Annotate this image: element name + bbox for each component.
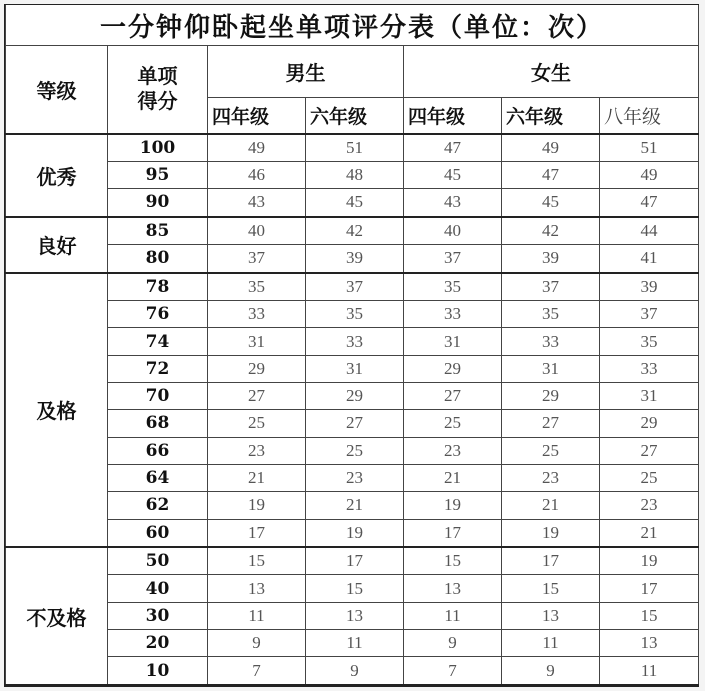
value-cell: 15 — [306, 575, 404, 602]
table-row — [6, 464, 699, 491]
score-cell: 100 — [108, 134, 208, 162]
table-title: 一分钟仰卧起坐单项评分表（单位：次） — [6, 5, 699, 46]
value-cell: 29 — [600, 410, 699, 437]
value-cell: 40 — [404, 217, 502, 245]
value-cell: 23 — [404, 437, 502, 464]
value-cell: 35 — [600, 328, 699, 355]
value-cell: 17 — [502, 547, 600, 575]
table-row — [6, 492, 699, 519]
value-cell: 51 — [306, 134, 404, 162]
value-cell: 17 — [600, 575, 699, 602]
value-cell: 37 — [600, 301, 699, 328]
table-row — [6, 630, 699, 657]
score-cell: 68 — [108, 410, 208, 437]
value-cell: 42 — [306, 217, 404, 245]
value-cell: 49 — [502, 134, 600, 162]
score-cell: 78 — [108, 273, 208, 301]
value-cell: 23 — [600, 492, 699, 519]
value-cell: 19 — [600, 547, 699, 575]
value-cell: 11 — [502, 630, 600, 657]
score-table — [5, 5, 699, 686]
score-cell: 95 — [108, 161, 208, 188]
value-cell: 37 — [404, 245, 502, 273]
value-cell: 33 — [502, 328, 600, 355]
score-cell: 74 — [108, 328, 208, 355]
score-cell: 20 — [108, 630, 208, 657]
value-cell: 42 — [502, 217, 600, 245]
table-row — [6, 328, 699, 355]
value-cell: 25 — [306, 437, 404, 464]
score-cell: 66 — [108, 437, 208, 464]
value-cell: 9 — [404, 630, 502, 657]
value-cell: 29 — [502, 383, 600, 410]
score-cell: 60 — [108, 519, 208, 547]
value-cell: 45 — [306, 189, 404, 217]
value-cell: 37 — [306, 273, 404, 301]
value-cell: 40 — [208, 217, 306, 245]
value-cell: 44 — [600, 217, 699, 245]
table-row — [6, 301, 699, 328]
score-cell: 30 — [108, 602, 208, 629]
value-cell: 11 — [208, 602, 306, 629]
value-cell: 25 — [502, 437, 600, 464]
value-cell: 39 — [306, 245, 404, 273]
value-cell: 35 — [404, 273, 502, 301]
value-cell: 49 — [600, 161, 699, 188]
score-cell: 62 — [108, 492, 208, 519]
value-cell: 37 — [208, 245, 306, 273]
value-cell: 27 — [600, 437, 699, 464]
table-row — [6, 657, 699, 685]
value-cell: 47 — [502, 161, 600, 188]
value-cell: 21 — [600, 519, 699, 547]
value-cell: 39 — [502, 245, 600, 273]
value-cell: 11 — [404, 602, 502, 629]
value-cell: 29 — [208, 355, 306, 382]
value-cell: 48 — [306, 161, 404, 188]
value-cell: 39 — [600, 273, 699, 301]
value-cell: 31 — [208, 328, 306, 355]
value-cell: 13 — [306, 602, 404, 629]
score-cell: 90 — [108, 189, 208, 217]
value-cell: 29 — [404, 355, 502, 382]
score-cell: 70 — [108, 383, 208, 410]
table-row — [6, 134, 699, 162]
value-cell: 41 — [600, 245, 699, 273]
value-cell: 33 — [208, 301, 306, 328]
value-cell: 27 — [208, 383, 306, 410]
table-row — [6, 602, 699, 629]
value-cell: 46 — [208, 161, 306, 188]
value-cell: 9 — [502, 657, 600, 685]
value-cell: 13 — [404, 575, 502, 602]
value-cell: 13 — [600, 630, 699, 657]
value-cell: 45 — [404, 161, 502, 188]
value-cell: 19 — [404, 492, 502, 519]
value-cell: 31 — [404, 328, 502, 355]
value-cell: 45 — [502, 189, 600, 217]
table-row — [6, 355, 699, 382]
value-cell: 9 — [208, 630, 306, 657]
value-cell: 47 — [600, 189, 699, 217]
score-cell: 72 — [108, 355, 208, 382]
table-row — [6, 519, 699, 547]
value-cell: 35 — [208, 273, 306, 301]
value-cell: 29 — [306, 383, 404, 410]
header-boys: 男生 — [208, 46, 404, 98]
value-cell: 21 — [502, 492, 600, 519]
value-cell: 23 — [306, 464, 404, 491]
header-girls-grade6: 六年级 — [502, 98, 600, 134]
value-cell: 33 — [600, 355, 699, 382]
score-cell: 10 — [108, 657, 208, 685]
score-cell: 50 — [108, 547, 208, 575]
score-sheet — [4, 4, 699, 687]
score-cell: 80 — [108, 245, 208, 273]
table-row — [6, 273, 699, 301]
value-cell: 31 — [600, 383, 699, 410]
value-cell: 15 — [600, 602, 699, 629]
value-cell: 47 — [404, 134, 502, 162]
value-cell: 23 — [502, 464, 600, 491]
value-cell: 17 — [306, 547, 404, 575]
header-girls: 女生 — [404, 46, 699, 98]
table-row — [6, 161, 699, 188]
value-cell: 27 — [502, 410, 600, 437]
value-cell: 9 — [306, 657, 404, 685]
score-cell: 64 — [108, 464, 208, 491]
value-cell: 11 — [600, 657, 699, 685]
header-boys-grade6: 六年级 — [306, 98, 404, 134]
header-score: 单项 得分 — [108, 46, 208, 134]
value-cell: 27 — [306, 410, 404, 437]
table-row — [6, 189, 699, 217]
grade-cell: 良好 — [6, 217, 108, 273]
value-cell: 21 — [208, 464, 306, 491]
grade-cell: 及格 — [6, 273, 108, 547]
value-cell: 27 — [404, 383, 502, 410]
value-cell: 7 — [404, 657, 502, 685]
value-cell: 25 — [208, 410, 306, 437]
score-cell: 76 — [108, 301, 208, 328]
value-cell: 33 — [404, 301, 502, 328]
header-grade: 等级 — [6, 46, 108, 134]
value-cell: 13 — [502, 602, 600, 629]
value-cell: 35 — [502, 301, 600, 328]
value-cell: 7 — [208, 657, 306, 685]
table-row — [6, 437, 699, 464]
table-row — [6, 383, 699, 410]
table-row — [6, 410, 699, 437]
grade-cell: 不及格 — [6, 547, 108, 685]
value-cell: 25 — [404, 410, 502, 437]
header-girls-grade8: 八年级 — [600, 98, 699, 134]
value-cell: 21 — [306, 492, 404, 519]
table-row — [6, 245, 699, 273]
value-cell: 15 — [502, 575, 600, 602]
value-cell: 17 — [208, 519, 306, 547]
table-row — [6, 217, 699, 245]
value-cell: 25 — [600, 464, 699, 491]
value-cell: 13 — [208, 575, 306, 602]
value-cell: 19 — [208, 492, 306, 519]
value-cell: 43 — [208, 189, 306, 217]
value-cell: 37 — [502, 273, 600, 301]
header-girls-grade4: 四年级 — [404, 98, 502, 134]
value-cell: 43 — [404, 189, 502, 217]
score-cell: 40 — [108, 575, 208, 602]
value-cell: 35 — [306, 301, 404, 328]
header-boys-grade4: 四年级 — [208, 98, 306, 134]
value-cell: 21 — [404, 464, 502, 491]
value-cell: 31 — [502, 355, 600, 382]
score-cell: 85 — [108, 217, 208, 245]
value-cell: 17 — [404, 519, 502, 547]
table-row — [6, 547, 699, 575]
value-cell: 23 — [208, 437, 306, 464]
value-cell: 33 — [306, 328, 404, 355]
value-cell: 15 — [208, 547, 306, 575]
value-cell: 19 — [502, 519, 600, 547]
value-cell: 19 — [306, 519, 404, 547]
value-cell: 11 — [306, 630, 404, 657]
value-cell: 51 — [600, 134, 699, 162]
grade-cell: 优秀 — [6, 134, 108, 217]
value-cell: 15 — [404, 547, 502, 575]
value-cell: 49 — [208, 134, 306, 162]
value-cell: 31 — [306, 355, 404, 382]
table-row — [6, 575, 699, 602]
